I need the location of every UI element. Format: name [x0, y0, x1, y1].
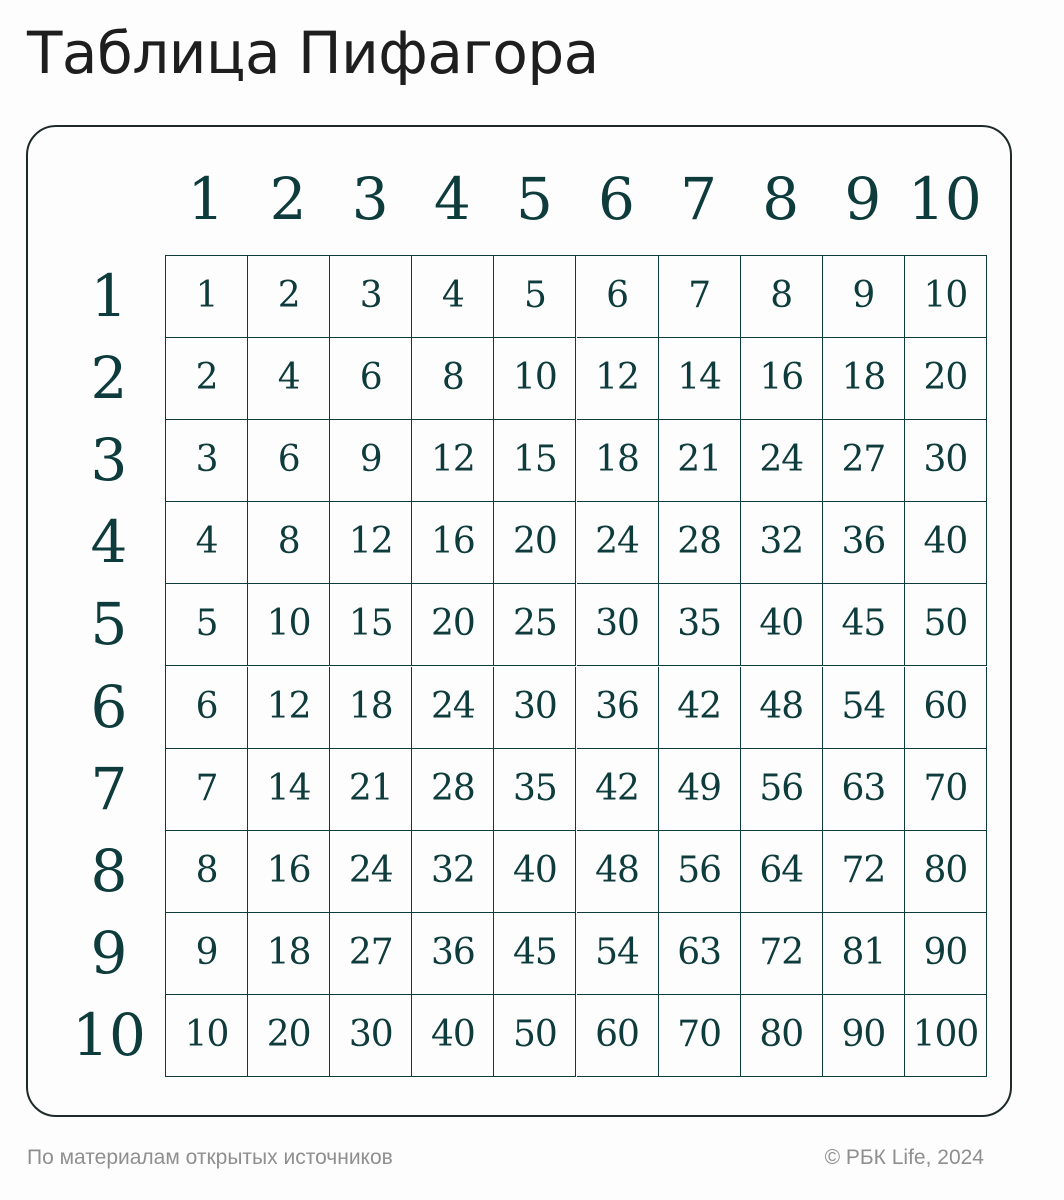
table-cell: 24 [577, 502, 659, 584]
column-header: 5 [515, 165, 553, 233]
table-cell: 9 [166, 913, 248, 995]
row-header: 2 [90, 344, 128, 413]
table-cell: 60 [905, 667, 987, 749]
table-cell: 5 [494, 256, 576, 338]
table-cell: 50 [494, 995, 576, 1077]
table-cell: 54 [823, 667, 905, 749]
table-cell: 15 [330, 584, 412, 666]
table-cell: 80 [741, 995, 823, 1077]
table-cell: 35 [659, 584, 741, 666]
table-cell: 20 [412, 584, 494, 666]
table-cell: 45 [494, 913, 576, 995]
table-cell: 3 [166, 420, 248, 502]
table-cell: 12 [330, 502, 412, 584]
table-cell: 9 [330, 420, 412, 502]
table-cell: 63 [823, 749, 905, 831]
table-cell: 15 [494, 420, 576, 502]
table-cell: 7 [166, 749, 248, 831]
table-cell: 30 [905, 420, 987, 502]
row-header: 7 [90, 754, 128, 823]
table-cell: 10 [905, 256, 987, 338]
row-header: 3 [90, 426, 128, 495]
table-cell: 20 [494, 502, 576, 584]
source-note: По материалам открытых источников [27, 1146, 393, 1169]
table-cell: 30 [330, 995, 412, 1077]
table-cell: 64 [741, 831, 823, 913]
table-cell: 4 [248, 338, 330, 420]
table-cell: 21 [330, 749, 412, 831]
column-header: 4 [433, 165, 471, 233]
table-cell: 2 [248, 256, 330, 338]
table-cell: 40 [905, 502, 987, 584]
column-header: 6 [598, 165, 635, 233]
table-cell: 30 [577, 584, 659, 666]
table-cell: 3 [330, 256, 412, 338]
table-cell: 8 [248, 502, 330, 584]
table-cell: 16 [741, 338, 823, 420]
table-cell: 24 [741, 420, 823, 502]
table-cell: 8 [412, 338, 494, 420]
row-header: 4 [90, 508, 128, 577]
table-cell: 16 [412, 502, 494, 584]
table-cell: 21 [659, 420, 741, 502]
table-cell: 20 [905, 338, 987, 420]
table-cell: 90 [905, 913, 987, 995]
table-cell: 48 [577, 831, 659, 913]
row-header: 6 [90, 672, 128, 741]
table-cell: 40 [741, 584, 823, 666]
table-cell: 9 [823, 256, 905, 338]
table-cell: 6 [166, 667, 248, 749]
table-cell: 28 [412, 749, 494, 831]
table-cell: 40 [412, 995, 494, 1077]
table-cell: 2 [166, 338, 248, 420]
table-cell: 25 [494, 584, 576, 666]
table-cell: 10 [166, 995, 248, 1077]
table-cell: 12 [577, 338, 659, 420]
table-cell: 54 [577, 913, 659, 995]
column-header: 10 [907, 165, 982, 233]
copyright: © РБК Life, 2024 [824, 1146, 984, 1169]
table-cell: 27 [330, 913, 412, 995]
row-header: 10 [72, 1000, 146, 1069]
row-header: 5 [90, 590, 128, 659]
table-cell: 30 [494, 667, 576, 749]
table-cell: 16 [248, 831, 330, 913]
table-cell: 42 [659, 667, 741, 749]
table-cell: 36 [412, 913, 494, 995]
table-cell: 90 [823, 995, 905, 1077]
column-header: 1 [187, 165, 225, 233]
page-title: Таблица Пифагора [27, 19, 599, 87]
table-cell: 12 [412, 420, 494, 502]
table-cell: 60 [577, 995, 659, 1077]
table-cell: 1 [166, 256, 248, 338]
table-cell: 56 [659, 831, 741, 913]
table-cell: 49 [659, 749, 741, 831]
row-header: 1 [90, 262, 128, 330]
table-cell: 48 [741, 667, 823, 749]
table-cell: 27 [823, 420, 905, 502]
row-header: 9 [90, 918, 128, 987]
table-cell: 6 [248, 420, 330, 502]
column-header: 8 [762, 165, 800, 233]
table-cell: 18 [577, 420, 659, 502]
table-cell: 28 [659, 502, 741, 584]
column-header: 2 [269, 165, 307, 233]
table-cell: 6 [577, 256, 659, 338]
table-cell: 100 [905, 995, 987, 1077]
table-cell: 12 [248, 667, 330, 749]
table-cell: 8 [166, 831, 248, 913]
table-cell: 6 [330, 338, 412, 420]
table-cell: 20 [248, 995, 330, 1077]
table-cell: 24 [330, 831, 412, 913]
table-cell: 14 [248, 749, 330, 831]
multiplication-grid [165, 255, 987, 1077]
table-cell: 24 [412, 667, 494, 749]
table-cell: 18 [248, 913, 330, 995]
table-cell: 72 [741, 913, 823, 995]
table-cell: 32 [741, 502, 823, 584]
table-cell: 18 [823, 338, 905, 420]
table-cell: 72 [823, 831, 905, 913]
table-cell: 63 [659, 913, 741, 995]
table-cell: 8 [741, 256, 823, 338]
table-cell: 80 [905, 831, 987, 913]
table-cell: 81 [823, 913, 905, 995]
table-cell: 7 [659, 256, 741, 338]
column-header: 7 [680, 165, 718, 233]
table-cell: 70 [905, 749, 987, 831]
table-cell: 10 [248, 584, 330, 666]
table-cell: 50 [905, 584, 987, 666]
table-cell: 56 [741, 749, 823, 831]
table-cell: 45 [823, 584, 905, 666]
table-cell: 40 [494, 831, 576, 913]
column-header: 3 [351, 165, 389, 233]
table-cell: 32 [412, 831, 494, 913]
table-cell: 4 [166, 502, 248, 584]
table-cell: 36 [823, 502, 905, 584]
table-cell: 14 [659, 338, 741, 420]
table-cell: 42 [577, 749, 659, 831]
table-cell: 36 [577, 667, 659, 749]
table-cell: 4 [412, 256, 494, 338]
row-header: 8 [90, 836, 128, 905]
table-cell: 35 [494, 749, 576, 831]
table-cell: 70 [659, 995, 741, 1077]
table-cell: 18 [330, 667, 412, 749]
column-header: 9 [844, 165, 882, 233]
table-cell: 5 [166, 584, 248, 666]
table-cell: 10 [494, 338, 576, 420]
